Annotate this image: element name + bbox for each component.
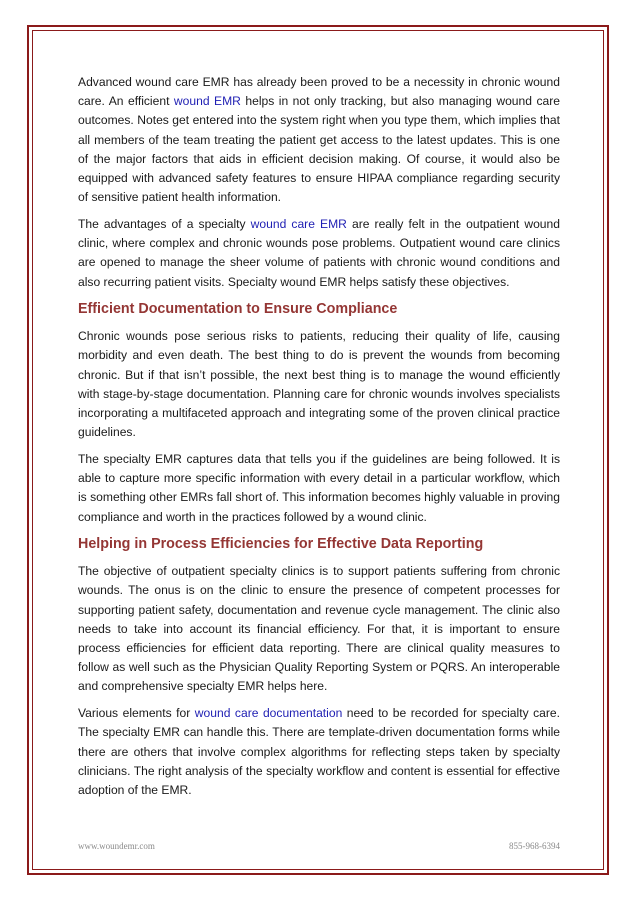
wound-care-documentation-link[interactable]: wound care documentation [194,706,343,721]
paragraph-guidelines: The specialty EMR captures data that tells you if the guidelines are being followed. It is able to capture more specific information with every detail in a particular workflow, which is something other EMRs fall short of. This information becomes highly valuable in proving compliance and worth in the practices followed by a wound clinic. [78,451,560,524]
document-body [78,73,560,808]
paragraph-chronic-wounds: Chronic wounds pose serious risks to patients, reducing their quality of life, causing morbidity and even death. The best thing to do is prevent the wounds from becoming chronic. But if that isn’t possible, the next best thing is to manage the wound efficiently with stage-by-stage documentation. Planning care for chronic wounds involves specialists incorporating a multifaceted approach and integrating some of the proven clinical practice guidelines. [78,329,560,440]
heading-efficient-documentation: Efficient Documentation to Ensure Compliance [78,301,398,318]
page-footer [78,841,560,851]
heading-process-efficiencies: Helping in Process Efficiencies for Effective Data Reporting [78,536,484,553]
paragraph-objective: The objective of outpatient specialty clinics is to support patients suffering from chronic wounds. The onus is on the clinic to ensure the presence of competent processes for supporting patient safety, documentation and revenue cycle management. The clinic also needs to take into account its financial efficiency. For that, it is important to ensure process efficiencies for efficient data reporting. There are clinical quality measures to follow as well such as the Physician Quality Reporting System or PQRS. An interoperable and comprehensive specialty EMR helps here. [78,564,560,694]
wound-care-emr-link[interactable]: wound care EMR [250,216,347,231]
paragraph-documentation-elements: Various elements for wound care documentation need to be recorded for specialty care. The specialty EMR can handle this. There are template-driven documentation forms while there are others that involve complex algorithms for reflecting steps taken by specialty clinicians. The right analysis of the specialty workflow and content is essential for effective adoption of the EMR. [78,706,560,797]
footer-phone: 855-968-6394 [509,841,560,851]
paragraph-intro: Advanced wound care EMR has already been proved to be a necessity in chronic wound care. An efficient wound EMR helps in not only tracking, but also managing wound care outcomes. Notes get entered into the system right when you type them, which implies that all members of the team treating the patient get access to the latest updates. This is one of the major factors that aids in efficient decision making. Of course, it would also be equipped with advanced safety features to ensure HIPAA compliance regarding security of sensitive patient health information. [78,75,560,205]
footer-website: www.woundemr.com [78,841,155,851]
paragraph-advantages: The advantages of a specialty wound care EMR are really felt in the outpatient wound clinic, where complex and chronic wounds pose problems. Outpatient wound care clinics are opened to manage the sheer volume of patients with chronic wound conditions and also recurring patient visits. Specialty wound EMR helps satisfy these objectives. [78,216,560,289]
wound-emr-link[interactable]: wound EMR [173,94,241,109]
